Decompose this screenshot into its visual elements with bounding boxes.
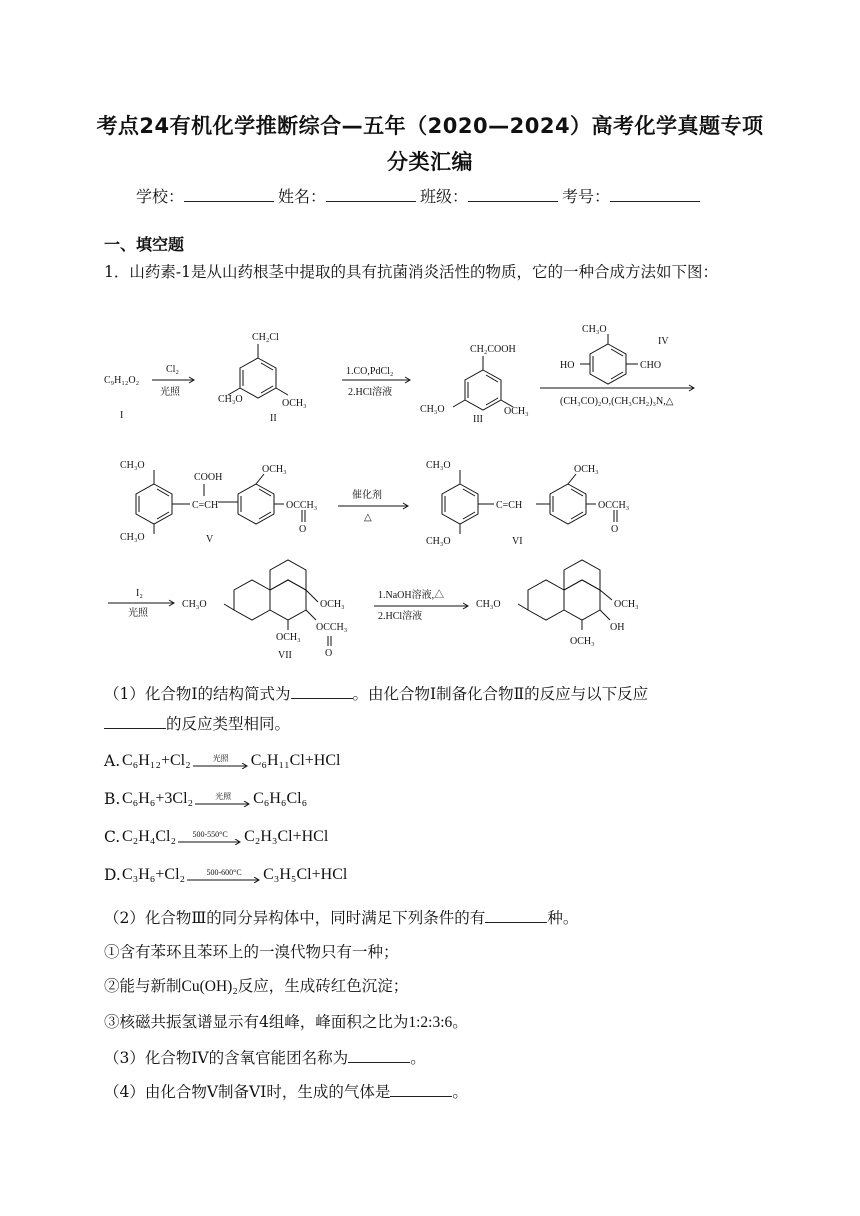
option-b-letter: B. [104, 790, 121, 808]
compound-VII-label: VII [278, 650, 292, 661]
option-c-letter: C. [104, 828, 121, 846]
compound-V-cooh: COOH [194, 472, 223, 483]
compound-III-meo: CH₃O [420, 404, 445, 415]
option-a-condition: 光照 [212, 753, 229, 763]
compound-V-carbonyl-o: O [299, 524, 307, 535]
option-b-left: C₆H₆+3Cl₂ [122, 790, 194, 807]
option-d-letter: D. [104, 866, 121, 884]
compound-V-label: V [206, 534, 214, 545]
step4-heat: △ [364, 512, 372, 523]
answer-blank-3 [485, 908, 547, 923]
option-c [104, 828, 328, 846]
cond3-text-a: ③核磁共振氢谱显示有4组峰，峰面积之比为 [104, 1013, 409, 1031]
answer-blank-2 [104, 714, 166, 729]
document-title-line2: 分类汇编 [387, 150, 473, 174]
option-d [104, 866, 347, 884]
compound-VI-ome: OCH₃ [574, 464, 599, 475]
compound-VI-carbonyl-o: O [611, 524, 619, 535]
compound-VI-meo-top: CH₃O [426, 460, 451, 471]
compound-I-label: I [120, 410, 124, 421]
compound-VI-meo-bottom: CH₃O [426, 536, 451, 547]
compound-V-meo-bottom: CH₃O [120, 532, 145, 543]
option-a-left: C₆H₁₂+Cl₂ [122, 752, 191, 769]
step5-reagent: I₂ [136, 588, 143, 599]
option-c-right: C₂H₃Cl+HCl [244, 828, 329, 845]
cond3-ratio: 1:2:3:6 [408, 1014, 453, 1031]
sub-question-3 [104, 1046, 426, 1068]
option-b-right: C₆H₆Cl₆ [253, 790, 308, 807]
school-label: 学校： [136, 187, 185, 206]
step6-reagent-b: 2.HCl溶液 [378, 611, 423, 622]
answer-blank-5 [390, 1082, 452, 1097]
option-b [104, 790, 307, 808]
sub-question-2 [104, 906, 578, 928]
synthesis-scheme [98, 318, 738, 674]
class-blank [468, 185, 558, 202]
sub4-text-b: 。 [452, 1083, 468, 1101]
sub-question-1 [104, 682, 648, 704]
sub3-text-b: 。 [410, 1049, 426, 1067]
cond2-text-a: ②能与新制 [104, 977, 182, 995]
compound-I-formula: C₉H₁₂O₂ [104, 375, 140, 386]
sub-question-1-cont [104, 712, 290, 734]
name-blank [326, 185, 416, 202]
name-label: 姓名： [278, 187, 327, 206]
sub1-text-a: （1）化合物I的结构简式为 [104, 685, 291, 703]
option-a-letter: A. [104, 752, 121, 770]
product-oh: OH [610, 622, 625, 633]
option-a-right: C₆H₁₁Cl+HCl [250, 752, 341, 769]
compound-V-ome: OCH₃ [262, 464, 287, 475]
step1-condition: 光照 [160, 387, 180, 398]
product-meo: CH₃O [476, 599, 501, 610]
cond2-text-c: 反应，生成砖红色沉淀； [237, 977, 409, 995]
step2-reagent-a: 1.CO,PdCl₂ [346, 366, 394, 377]
sub2-text-a: （2）化合物Ⅲ的同分异构体中，同时满足下列条件的有 [104, 909, 486, 927]
answer-blank-1 [291, 684, 353, 699]
step5-condition: 光照 [128, 608, 148, 619]
condition-2 [104, 974, 408, 996]
document-title-line1: 考点24有机化学推断综合—五年（2020—2024）高考化学真题专项 [96, 114, 764, 138]
question-1-intro: 1．山药素-1是从山药根茎中提取的具有抗菌消炎活性的物质，它的一种合成方法如下图： [104, 263, 718, 281]
compound-III-ome: OCH₃ [504, 406, 529, 417]
class-label: 班级： [420, 187, 469, 206]
compound-V-meo-top: CH₃O [120, 460, 145, 471]
product-ome-bottom: OCH₃ [570, 636, 595, 647]
option-d-right: C₃H₅Cl+HCl [263, 866, 348, 883]
compound-VI-oac: OCCH₃ [598, 500, 630, 511]
step2-reagent-b: 2.HCl溶液 [348, 387, 393, 398]
sub-question-4 [104, 1080, 468, 1102]
step3-condition: (CH₃CO)₂O,(CH₃CH₂)₃N,△ [560, 396, 674, 407]
student-info-row [136, 184, 704, 207]
step1-reagent: Cl₂ [166, 364, 179, 375]
sub1-text-b: 。由化合物I制备化合物Ⅱ的反应与以下反应 [352, 685, 649, 703]
compound-V-oac: OCCH₃ [286, 500, 318, 511]
sub2-text-b: 种。 [547, 909, 579, 927]
sub1-text-c: 的反应类型相同。 [166, 715, 291, 733]
sub4-text-a: （4）由化合物V制备VI时，生成的气体是 [104, 1083, 391, 1101]
option-b-condition: 光照 [215, 791, 232, 801]
compound-II-substituent: CH₂Cl [252, 332, 279, 343]
compound-VII-meo: CH₃O [182, 599, 207, 610]
option-c-left: C₂H₄Cl₂ [122, 828, 177, 845]
compound-VII-oac: OCCH₃ [316, 622, 348, 633]
compound-VII-ome: OCH₃ [320, 599, 345, 610]
compound-VI-link: C=CH [496, 500, 523, 511]
compound-IV-ho: HO [560, 360, 575, 371]
section-heading: 一、填空题 [104, 235, 185, 254]
compound-VII-ome-bottom: OCH₃ [276, 632, 301, 643]
step6-reagent-a: 1.NaOH溶液,△ [378, 590, 445, 601]
option-d-condition: 500-600°C [206, 867, 242, 877]
compound-II-label: II [270, 413, 277, 424]
compound-III-label: III [473, 414, 483, 425]
compound-IV-meo: CH₃O [582, 324, 607, 335]
option-c-condition: 500-550°C [192, 829, 228, 839]
cond2-formula: Cu(OH)₂ [181, 978, 238, 995]
condition-3 [104, 1010, 468, 1032]
exam-no-label: 考号： [562, 187, 611, 206]
compound-II-ome: OCH₃ [282, 398, 307, 409]
option-a [104, 752, 340, 770]
compound-VI-label: VI [512, 536, 523, 547]
compound-V-link: C=CH [192, 500, 219, 511]
step4-catalyst: 催化剂 [352, 490, 382, 501]
condition-1: ①含有苯环且苯环上的一溴代物只有一种； [104, 943, 399, 961]
cond3-text-c: 。 [452, 1013, 468, 1031]
school-blank [184, 185, 274, 202]
compound-III-substituent: CH₂COOH [470, 344, 516, 355]
answer-blank-4 [348, 1048, 410, 1063]
exam-no-blank [610, 185, 700, 202]
sub3-text-a: （3）化合物IV的含氧官能团名称为 [104, 1049, 349, 1067]
compound-VII-carbonyl-o: O [325, 648, 333, 659]
compound-II-meo: CH₃O [218, 394, 243, 405]
product-ome: OCH₃ [614, 599, 639, 610]
option-d-left: C₃H₆+Cl₂ [122, 866, 186, 883]
compound-IV-cho: CHO [640, 360, 662, 371]
compound-IV-label: IV [658, 336, 669, 347]
